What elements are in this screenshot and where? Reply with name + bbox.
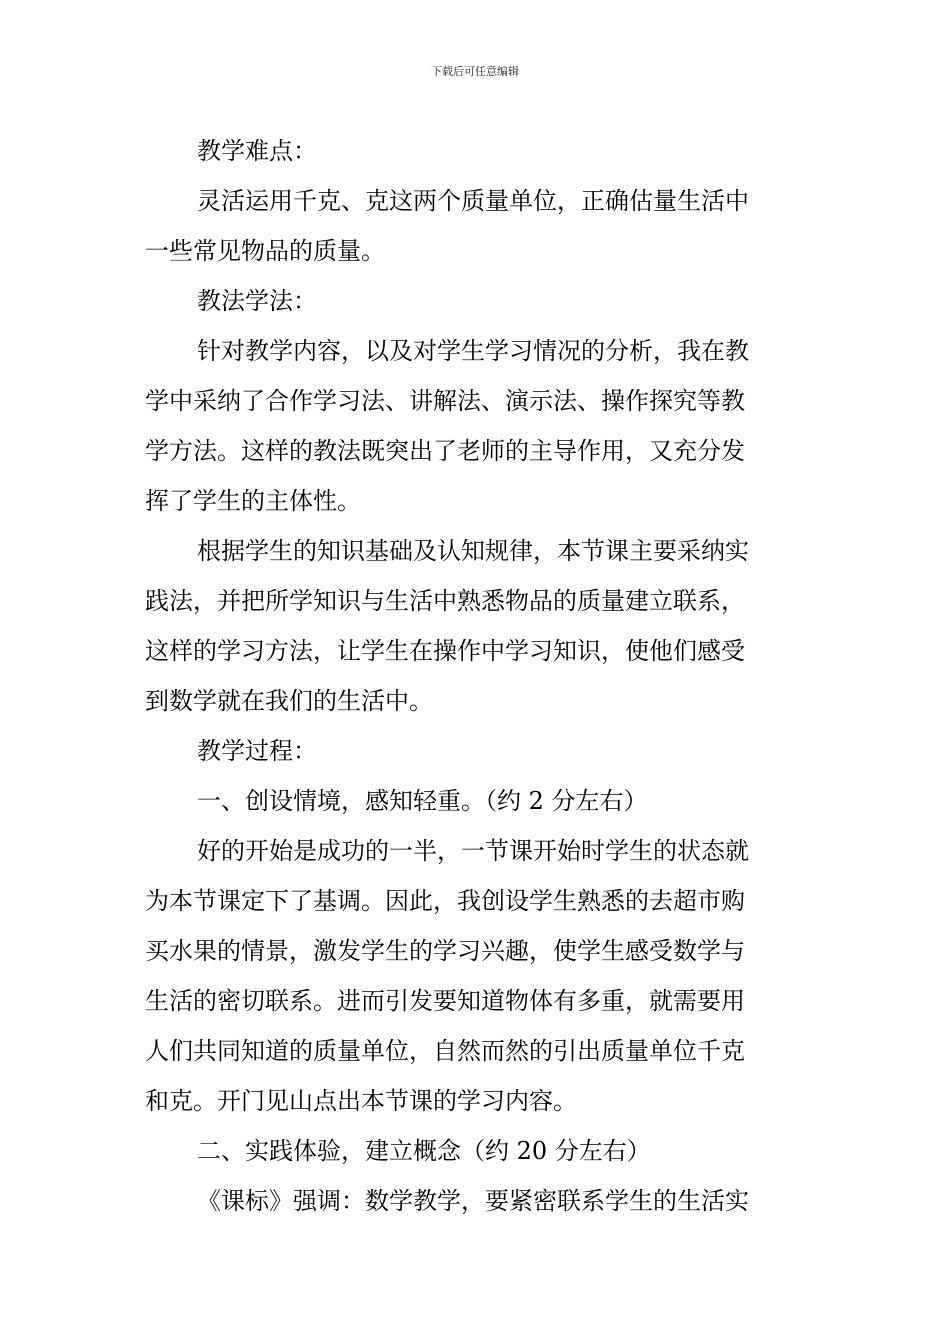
page-header: 下载后可任意编辑 — [431, 65, 519, 78]
paragraph-line: 践法，并把所学知识与生活中熟悉物品的质量建立联系， — [145, 587, 745, 615]
paragraph-line: 学方法。这样的教法既突出了老师的主导作用，又充分发 — [145, 437, 745, 465]
paragraph-line: 根据学生的知识基础及认知规律，本节课主要采纳实 — [197, 537, 749, 565]
paragraph-line: 一些常见物品的质量。 — [145, 237, 385, 265]
paragraph-line: 针对教学内容，以及对学生学习情况的分析，我在教 — [197, 337, 749, 365]
paragraph-line: 买水果的情景，激发学生的学习兴趣，使学生感受数学与 — [145, 937, 745, 965]
paragraph-line: 挥了学生的主体性。 — [145, 487, 361, 515]
heading-teaching-method: 教法学法： — [197, 287, 317, 315]
heading-teaching-difficulty: 教学难点： — [197, 137, 317, 165]
paragraph-line: 生活的密切联系。进而引发要知道物体有多重，就需要用 — [145, 987, 745, 1015]
section-heading-1: 一、创设情境，感知轻重。（约 2 分左右） — [197, 787, 648, 815]
document-body — [145, 126, 810, 1226]
paragraph-line: 灵活运用千克、克这两个质量单位，正确估量生活中 — [197, 187, 749, 215]
paragraph-line: 《课标》强调：数学教学，要紧密联系学生的生活实 — [197, 1187, 749, 1215]
heading-teaching-process: 教学过程： — [197, 737, 317, 765]
paragraph-line: 到数学就在我们的生活中。 — [145, 687, 433, 715]
paragraph-line: 好的开始是成功的一半，一节课开始时学生的状态就 — [197, 837, 749, 865]
paragraph-line: 为本节课定下了基调。因此，我创设学生熟悉的去超市购 — [145, 887, 745, 915]
paragraph-line: 学中采纳了合作学习法、讲解法、演示法、操作探究等教 — [145, 387, 745, 415]
paragraph-line: 这样的学习方法，让学生在操作中学习知识，使他们感受 — [145, 637, 745, 665]
paragraph-line: 人们共同知道的质量单位，自然而然的引出质量单位千克 — [145, 1037, 745, 1065]
paragraph-line: 和克。开门见山点出本节课的学习内容。 — [145, 1087, 577, 1115]
section-heading-2: 二、实践体验，建立概念（约 20 分左右） — [197, 1137, 651, 1165]
